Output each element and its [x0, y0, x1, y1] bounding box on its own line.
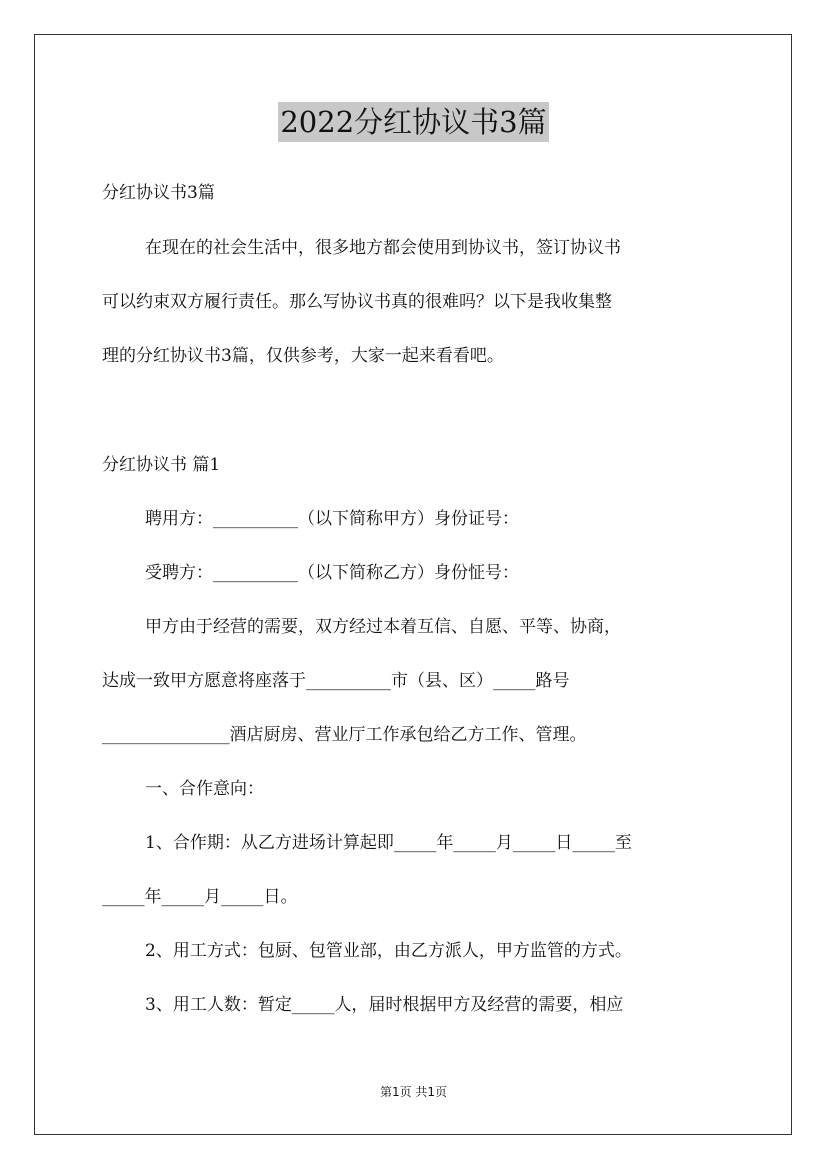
body-line-1: 聘用方：__________（以下简称甲方）身份证号： — [145, 509, 519, 529]
body-line-5: _______________酒店厨房、营业厅工作承包给乙方工作、管理。 — [102, 725, 587, 745]
body-line-4: 达成一致甲方愿意将座落于__________市（县、区）_____路号 — [102, 671, 570, 691]
body-line-8: _____年_____月_____日。 — [102, 887, 298, 907]
page-footer: 第1页 共1页 — [379, 1085, 448, 1099]
body-line-6: 一、合作意向： — [145, 779, 264, 799]
section-heading: 分红协议书 篇1 — [102, 455, 221, 475]
title-container — [0, 102, 827, 142]
body-line-7: 1、合作期：从乙方进场计算起即_____年_____月_____日_____至 — [145, 833, 632, 853]
body-line-3: 甲方由于经营的需要，双方经过本着互信、自愿、平等、协商， — [145, 617, 621, 637]
intro-line-2: 可以约束双方履行责任。那么写协议书真的很难吗？以下是我收集整 — [102, 292, 612, 312]
subtitle: 分红协议书3篇 — [102, 183, 215, 203]
body-line-10: 3、用工人数：暂定_____人，届时根据甲方及经营的需要，相应 — [145, 995, 624, 1015]
body-line-2: 受聘方：__________（以下简称乙方）身份怔号： — [145, 563, 519, 583]
intro-line-1: 在现在的社会生活中，很多地方都会使用到协议书，签订协议书 — [145, 238, 621, 258]
intro-line-3: 理的分红协议书3篇，仅供参考，大家一起来看看吧。 — [102, 346, 504, 366]
document-title: 2022分红协议书3篇 — [278, 102, 548, 142]
body-line-9: 2、用工方式：包厨、包管业部，由乙方派人，甲方监管的方式。 — [145, 941, 632, 961]
